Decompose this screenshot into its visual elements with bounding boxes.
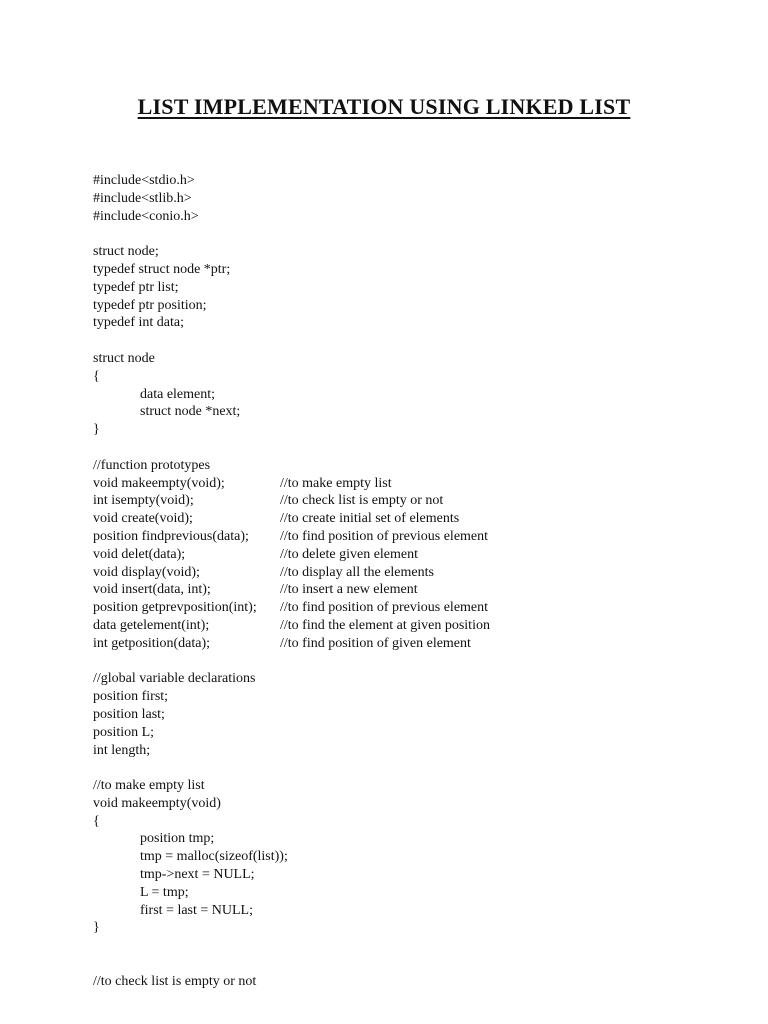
prototype-row — [93, 617, 733, 635]
prototype-row — [93, 510, 733, 528]
global-declaration: position last; — [93, 706, 165, 722]
blank-line — [93, 653, 733, 671]
function-comment: //to check list is empty or not — [93, 973, 257, 989]
prototype-row — [93, 546, 733, 564]
blank-line — [93, 759, 733, 777]
struct-member: data element; — [140, 386, 216, 402]
prototype-comment: //to delete given element — [280, 546, 419, 562]
prototype-comment: //to make empty list — [280, 475, 392, 491]
function-body-line: tmp = malloc(sizeof(list)); — [140, 849, 288, 865]
prototype-row — [93, 581, 733, 599]
prototype-row — [93, 475, 733, 493]
prototype-comment: //to find position of previous element — [280, 600, 489, 616]
prototype-row — [93, 564, 733, 582]
prototype-decl: int isempty(void); — [93, 493, 194, 509]
function-body-line: tmp->next = NULL; — [140, 867, 255, 883]
prototype-comment: //to find the element at given position — [280, 617, 490, 633]
prototype-comment: //to display all the elements — [280, 564, 434, 580]
blank-line — [93, 439, 733, 457]
prototype-comment: //to insert a new element — [280, 582, 418, 598]
prototype-decl: data getelement(int); — [93, 617, 210, 633]
prototypes-heading: //function prototypes — [93, 457, 211, 473]
prototype-decl: position getprevposition(int); — [93, 600, 257, 616]
code-line-typedef: typedef ptr position; — [93, 297, 207, 313]
struct-header: struct node — [93, 350, 155, 366]
prototype-row — [93, 635, 733, 653]
code-line-typedef: typedef ptr list; — [93, 279, 179, 295]
document-title: LIST IMPLEMENTATION USING LINKED LIST — [137, 94, 631, 119]
global-declaration: int length; — [93, 742, 151, 758]
function-body-line: first = last = NULL; — [140, 902, 253, 918]
blank-line — [93, 332, 733, 350]
code-line-include: #include<conio.h> — [93, 208, 199, 224]
code-line-typedef: struct node; — [93, 244, 159, 260]
prototype-row — [93, 492, 733, 510]
code-listing — [93, 172, 733, 991]
prototype-row — [93, 599, 733, 617]
close-brace: } — [93, 422, 100, 438]
code-line-include: #include<stdio.h> — [93, 173, 195, 188]
code-line-typedef: typedef int data; — [93, 315, 184, 331]
prototype-decl: void display(void); — [93, 564, 200, 580]
open-brace: { — [93, 368, 100, 384]
prototype-comment: //to create initial set of elements — [280, 511, 460, 527]
code-line-typedef: typedef struct node *ptr; — [93, 261, 231, 277]
prototype-decl: int getposition(data); — [93, 635, 211, 651]
prototype-decl: void create(void); — [93, 511, 193, 527]
function-body-line: position tmp; — [140, 831, 215, 847]
prototype-comment: //to check list is empty or not — [280, 493, 444, 509]
code-line-include: #include<stlib.h> — [93, 190, 192, 206]
prototype-decl: void delet(data); — [93, 546, 186, 562]
function-comment: //to make empty list — [93, 778, 205, 794]
prototype-row — [93, 528, 733, 546]
function-signature: void makeempty(void) — [93, 795, 221, 811]
global-declaration: position L; — [93, 724, 155, 740]
open-brace: { — [93, 813, 100, 829]
prototype-comment: //to find position of given element — [280, 635, 471, 651]
prototype-decl: position findprevious(data); — [93, 528, 249, 544]
close-brace: } — [93, 920, 100, 936]
prototype-comment: //to find position of previous element — [280, 528, 489, 544]
prototype-decl: void insert(data, int); — [93, 582, 211, 598]
struct-member: struct node *next; — [140, 404, 241, 420]
prototype-decl: void makeempty(void); — [93, 475, 225, 491]
blank-line — [93, 225, 733, 243]
global-declaration: position first; — [93, 689, 169, 705]
blank-line — [93, 937, 733, 955]
globals-heading: //global variable declarations — [93, 671, 256, 687]
function-body-line: L = tmp; — [140, 884, 189, 900]
blank-line — [93, 955, 733, 973]
